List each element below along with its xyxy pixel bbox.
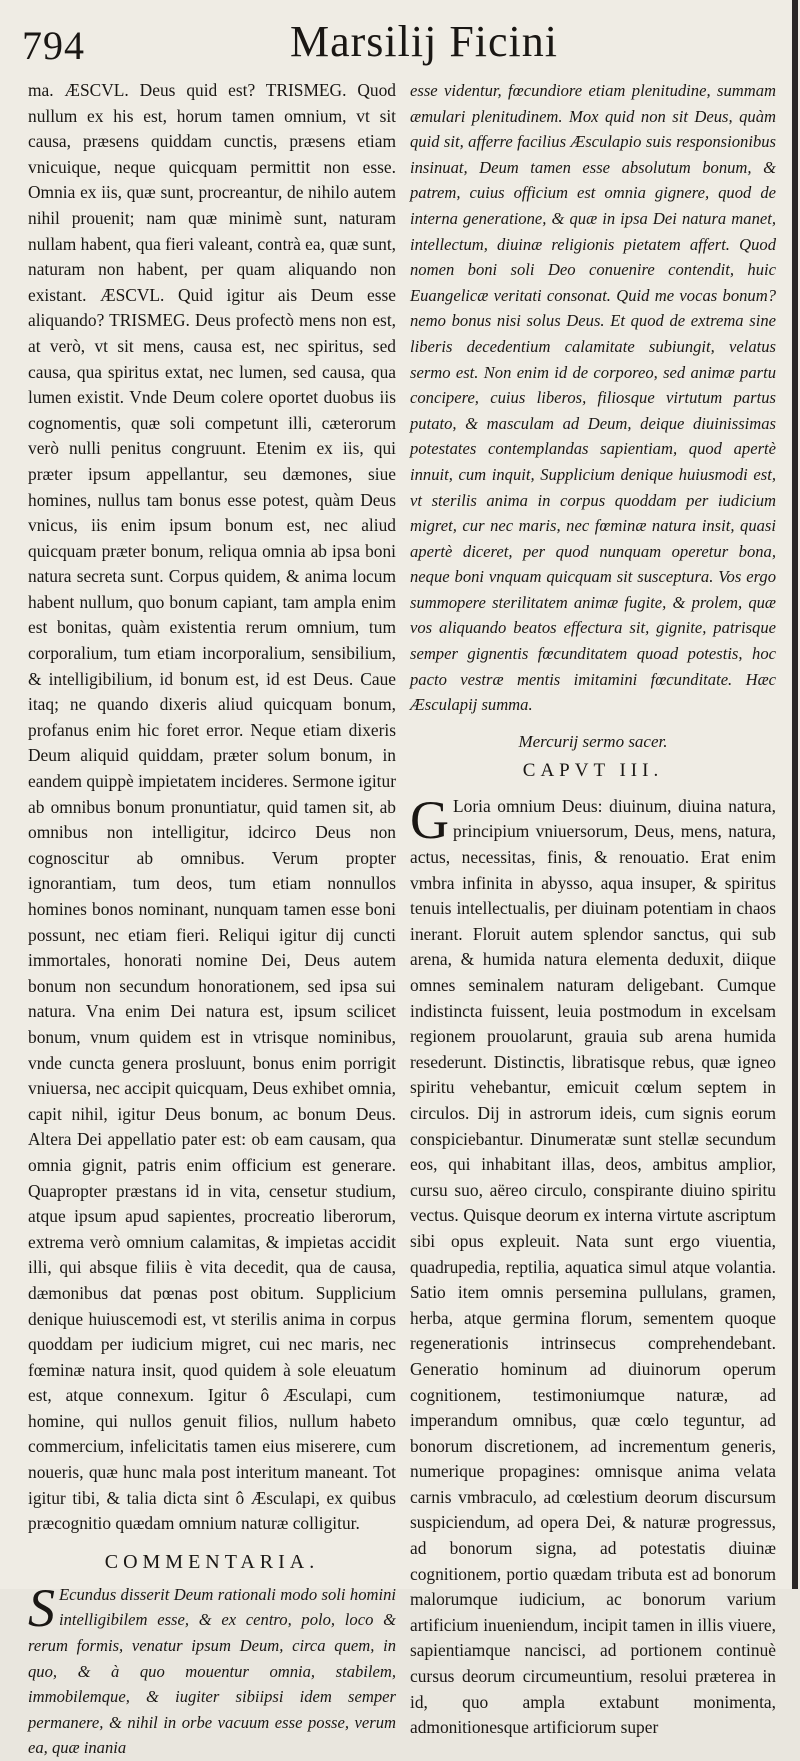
chapter-dropcap: G [410,789,449,850]
main-text-paragraph: ma. ÆSCVL. Deus quid est? TRISMEG. Quod nullum ex his est, horum tamen omnium, vt sit causa, præsens quiddam cunctis, præsens etiam vnicuique, neque quicquam permittit non esse. Omnia ex iis, quæ sunt, procreantur, de nihilo autem nihil prouenit; nam quæ minimè sunt, naturam nullam habent, qua fieri valeant, contrà ea, quæ sunt, naturam non habent, per quam aliquando non existant. ÆSCVL. Quid igitur ais Deum esse aliquando? TRISMEG. Deus profectò mens non est, at verò, vt sit mens, causa est, nec spiritus, sed causa, qua spiritus extat, nec lumen, sed causa, qua lumen existit. Vnde Deum colere oportet duobus iis cognomentis, quæ soli competunt illi, cæterorum verò nulli penitus congruunt. Etenim ex iis, qui præter ipsum appellantur, seu dæmones, siue homines, nullus tam bonus esse potest, quàm Deus vnicus, iis enim ipsum bonum est, nec aliud quicquam præter bonum, reliqua omnia ab ipsa boni natura secreta sunt. Corpus quidem, & anima locum habent nullum, quo bonum capiant, tam ampla enim est bonitas, quàm existentia rerum omnium, tum corporalium, tum etiam incorporalium, sensibilium, & intelligibilium, id bonum est, id est Deus. Caue itaq; ne quando dixeris aliud quicquam bonum, profanus enim hic foret error. Neque etiam dixeris Deum aliquid quiddam, præter solum bonum, in eandem quippè impietatem incideres. Sermone igitur ab omnibus bonum pronuntiatur, quid tamen sit, ab omnibus non intelligitur, idcirco Deus non cognoscitur ab omnibus. Verum propter ignorantiam, tum deos, tum etiam nonnullos homines bonos nominant, nunquam tamen esse boni possunt, nec etiam fieri. Reliqui igitur dij cuncti immortales, honorati nomine Dei, Deus autem bonum non secundum honorationem, sed ipsa sui natura. Vna enim Dei natura est, ipsum scilicet bonum, vnum quidem est in vtrisque nominibus, vnde cuncta genera prosluunt, bonus enim porrigit vniuersa, nec accipit quicquam, Deus exhibet omnia, capit nihil, igitur Deus bonum, ac bonum Deus. Altera Dei appellatio pater est: ob eam causam, qua omnia gignit, patris enim officium est generare. Quapropter præstans id in vita, censetur studium, atque ipsum apud sapientes, procreatio liberorum, extrema verò omnium calamitas, & impietas accidit illi, qui absque filiis è vita decedit, qua de causa, dæmonibus dat pœnas post obitum. Supplicium denique huiuscemodi est, vt sterilis anima in corpus quoddam per iudicium migret, cui nec maris, nec fœminæ natura insit, quod quidem à sole eleuatum est, atque connexum. Igitur ô Æsculapi, cum homine, qui nullos genuit filios, nullum habeto commercium, infelicitatis tamen eius miserere, cum noueris, quæ hunc mala post interitum maneant. Tot igitur tibi, & talia dicta sint ô Æsculapi, ex quibus præcognitio quædam omnium naturæ colligitur. [28,80,396,1534]
commentaria-paragraph [28,1577,396,1761]
left-column [28,78,396,1761]
page-header [0,14,800,70]
commentaria-text: Ecundus disserit Deum rationali modo soli homini intelligibilem esse, & ex centro, polo, loco & rerum formis, venatur ipsum Deum, circa quem, in quo, & à quo mouentur omnia, stabilem, immobilemque, & iugiter sibiipsi idem semper permanere, & nihil in orbe vacuum esse posse, verum ea, quæ inania [28,1584,396,1758]
section-subheading: Mercurij sermo sacer. [518,731,668,751]
right-column [410,78,776,1741]
commentary-continuation: esse videntur, fœcundiore etiam plenitudine, summam æmulari plenitudinem. Mox quid non sit Deus, quàm quid sit, afferre facilius Æsculapio suis responsionibus insinuat, Deum tamen esse absolutum bonum, & patrem, cuius officium est omnia gignere, quod de interna generatione, & quæ in ipsa Dei natura manet, intellectum, diuinæ religionis pietatem affert. Quod nomen boni soli Deo conuenire contendit, huic Euangelicæ veritati consonat. Quid me vocas bonum? nemo bonus nisi solus Deus. Et quod de extrema sine liberis decedentium calamitate subiungit, velatus sermo est. Non enim id de corporeo, sed animæ partu concipere, cuius liberos, filiosque virtutum partus putato, & masculam ad Deum, deique diuinissimas potestates contemplandas sapientiam, quod apertè innuit, cum inquit, Supplicium denique huiusmodi est, vt sterilis anima in corpus quoddam per iudicium migret, cur nec maris, nec fœminæ natura insit, quasi apertè diceret, per quod nunquam operetur bona, neque boni vnquam quicquam sit susceptura. Vos ergo summopere sterilitatem animæ fugite, & prolem, quæ vos aliquando beatos effectura sit, gignite, patrisque semper gignentis fœcunditatem quoad potestis, hoc pacto vestræ mentis imitamini fœcunditate. Hæc Æsculapij summa. [410,81,776,715]
commentaria-dropcap: S [28,1577,55,1638]
commentaria-heading: COMMENTARIA. [104,1550,320,1573]
page-number: 794 [22,23,85,68]
page-edge-shadow [792,0,798,1589]
chapter-text: Loria omnium Deus: diuinum, diuina natura, principium vniuersorum, Deus, mens, natura, actus, necessitas, finis, & renouatio. Erat enim vmbra infinita in abysso, aqua insuper, & spiritus tenuis intellectualis, per diuinam potentiam in chaos inerant. Floruit autem splendor sanctus, qui sub arena, & humida natura elementa deduxit, diique omnes seminalem naturam deligebant. Cumque indistincta fuissent, leuia postmodum in excelsam regionem prouolarunt, grauia sub arena humida resederunt. Distinctis, libratisque rebus, quæ igneo spiritu vehebantur, emicuit cœlum septem in circulos. Dij in astrorum ideis, cum signis eorum conspiciebantur. Dinumeratæ sunt stellæ secundum eos, qui inhabitant illas, deos, ambitus amplior, cursu suo, aëreo circulo, conspirante diuino spiritu vectus. Quisque deorum ex interna virtute ascriptum sibi opus expleuit. Nata sunt ergo viuentia, quadrupedia, reptilia, aquatica simul atque volantia. Satio item omnis persemina pullulans, gramen, herba, atque germina florum, sementem quoque regenerationis intrinsecus comprehendebant. Generatio hominum ad diuinorum operum cognitionem, testimoniumque naturæ, ad imperandum omnibus, quæ cœlo teguntur, ad bonorum discretionem, ad incrementum generis, numerique propagines: omnisque anima velata carnis vmbraculo, ad cœlestium deorum discursum suspiciendum, ad opera Dei, & naturæ progressus, ad bonorum signa, ad potestatis diuinæ cognitionem, portio quædam tributa est ad bonorum malorumque iudicium, ac bonorum varium artificium inueniendum, incipit tamen in illis viuere, sapientiamque nancisci, ad portionem continuè cursus deorum circumeuntium, resolui præterea in id, quo ampla extabunt monimenta, admonitionesque artificiorum super [410,795,776,1738]
chapter-paragraph [410,789,776,1741]
chapter-heading: CAPVT III. [522,759,664,781]
running-title: Marsilij Ficini [290,17,558,66]
